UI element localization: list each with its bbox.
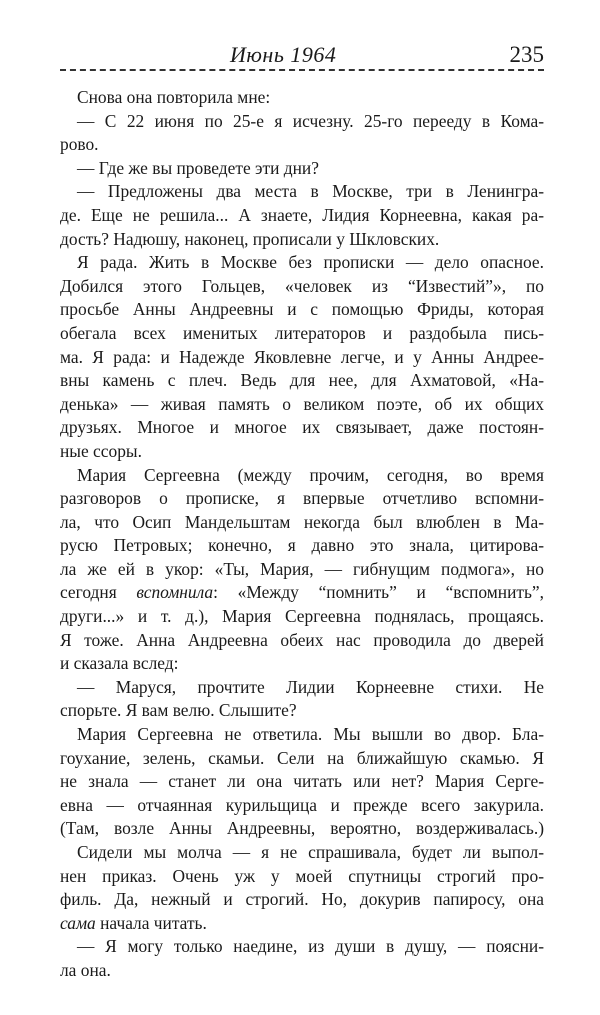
text-line: Добился этого Гольцев, «человек из “Известий”», по [60,275,544,296]
text-line: гоухание, зелень, скамьи. Сели на ближайшую скамью. Я [60,747,544,768]
text-line: спорьте. Я вам велю. Слышите? [60,700,297,721]
text-line: ла же ей в укор: «Ты, Мария, — гибнущим подмога», но [60,558,544,579]
text-line: — Предложены два места в Москве, три в Ленингра- [77,181,544,202]
page-number: 235 [509,42,544,67]
text-line: вны камень с плеч. Ведь для нее, для Ахматовой, «На- [60,370,544,391]
text-line: ла она. [60,959,111,980]
text-line: и сказала вслед: [60,653,179,674]
text-fragment: : «Между “помнить” и “вспомнить”, [213,582,544,603]
text-line: денька» — живая память о великом поэте, об их общих [60,393,544,414]
text-line: нен приказ. Очень уж у моей спутницы строгий про- [60,865,544,886]
text-line: — Где же вы проведете эти дни? [77,157,319,178]
text-line: дость? Надюшу, наконец, прописали у Шкловских. [60,228,440,249]
text-line: ла, что Осип Мандельштам некогда был влюблен в Ма- [60,511,544,532]
text-line: — С 22 июня по 25-е я исчезну. 25-го перееду в Кома- [77,110,544,131]
text-line: евна — отчаянная курильщица и прежде всего закурила. [60,794,544,815]
text-line: Снова она повторила мне: [77,87,271,107]
text-line [60,581,544,605]
text-line: рово. [60,134,99,155]
text-line: просьбе Анны Андреевны и с помощью Фриды, которая [60,299,544,320]
text-line: ма. Я рада: и Надежде Яковлевне легче, и у Анны Андрее- [60,346,544,367]
text-line: друзьях. Многое и многое их связывает, даже постоян- [60,417,544,438]
italic-emphasis: сама [60,912,96,933]
text-line: — Я могу только наедине, из души в душу, — поясни- [77,936,544,957]
text-line: други...» и т. д.), Мария Сергеевна поднялась, прощаясь. [60,606,544,627]
running-head: Июнь 1964 [230,42,337,67]
text-line: не знала — станет ли она читать или нет? Мария Серге- [60,771,544,792]
text-fragment: сегодня [60,582,137,603]
header-rule [60,69,544,71]
body-text [60,86,544,983]
text-fragment: начала читать. [95,912,207,933]
page-header [60,34,544,74]
text-line: Я тоже. Анна Андреевна обеих нас проводила до дверей [60,629,544,650]
text-line: Сидели мы молча — я не спрашивала, будет ли выпол- [77,842,544,862]
text-line [60,912,544,936]
text-line: русю Петровых; конечно, я давно это знала, цитирова- [60,535,544,556]
text-line: обегала всех именитых литераторов и раздобыла пись- [60,322,544,343]
text-line: разговоров о прописке, я впервые отчетливо вспомни- [60,488,544,509]
text-line: Я рада. Жить в Москве без прописки — дело опасное. [77,252,544,273]
text-line: (Там, возле Анны Андреевны, вероятно, воздерживалась.) [60,818,544,839]
italic-emphasis: вспомнила [136,582,214,603]
text-line: филь. Да, нежный и строгий. Но, докурив папиросу, она [60,889,544,910]
text-line: де. Еще не решила... А знаете, Лидия Корнеевна, какая ра- [60,204,544,225]
text-line: ные ссоры. [60,440,142,461]
text-line: — Маруся, прочтите Лидии Корнеевне стихи. Не [77,676,544,697]
text-line: Мария Сергеевна (между прочим, сегодня, во время [77,464,544,485]
text-line: Мария Сергеевна не ответила. Мы вышли во двор. Бла- [77,724,544,745]
